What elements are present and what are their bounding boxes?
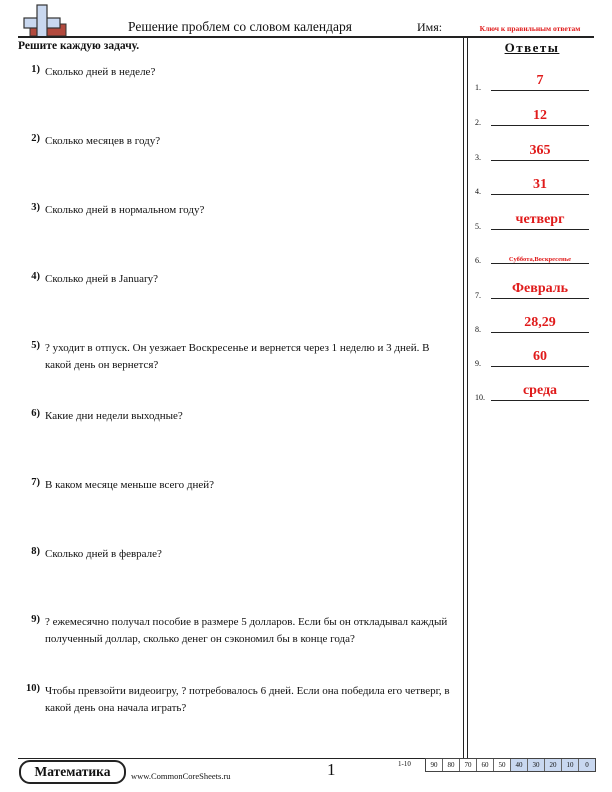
answer-line bbox=[491, 160, 589, 161]
question-number: 10) bbox=[26, 683, 40, 694]
answer-item bbox=[475, 314, 591, 334]
answer-value: Февраль bbox=[512, 281, 568, 296]
question-number: 7) bbox=[31, 477, 40, 488]
answer-item bbox=[475, 142, 591, 162]
question-text: ? ежемесячно получал пособие в размере 5 долларов. Если бы он откладывал каждый полученный доллар, сколько денег он сэкономил бы в конце года? bbox=[45, 616, 448, 645]
question-number: 6) bbox=[31, 408, 40, 419]
question-text: Сколько дней в January? bbox=[45, 273, 159, 285]
column-divider bbox=[463, 37, 464, 758]
score-cell: 50 bbox=[494, 759, 511, 771]
question-text: Сколько дней в феврале? bbox=[45, 548, 162, 560]
answer-number: 7. bbox=[475, 291, 481, 300]
answer-value: 12 bbox=[533, 108, 547, 123]
question-text: В каком месяце меньше всего дней? bbox=[45, 479, 215, 491]
answer-line bbox=[491, 332, 589, 333]
answer-item bbox=[475, 107, 591, 127]
score-cell: 10 bbox=[562, 759, 579, 771]
answer-value: 7 bbox=[536, 73, 544, 88]
answer-line bbox=[491, 366, 589, 367]
score-cell: 30 bbox=[528, 759, 545, 771]
answer-key-label: Ключ к правильным ответам bbox=[479, 24, 581, 33]
answer-value: 28,29 bbox=[524, 315, 556, 330]
score-cell: 90 bbox=[426, 759, 443, 771]
column-divider bbox=[467, 37, 468, 758]
question-number: 9) bbox=[31, 614, 40, 625]
answer-item bbox=[475, 348, 591, 368]
answer-item bbox=[475, 245, 591, 265]
question-number: 8) bbox=[31, 546, 40, 557]
page-number: 1 bbox=[327, 760, 336, 779]
answer-item bbox=[475, 211, 591, 231]
answer-value: 365 bbox=[529, 143, 551, 158]
site-url: www.CommonCoreSheets.ru bbox=[131, 771, 231, 781]
name-label: Имя: bbox=[417, 20, 443, 34]
question-number: 1) bbox=[31, 64, 40, 75]
score-cell: 60 bbox=[477, 759, 494, 771]
answer-number: 4. bbox=[475, 187, 481, 196]
question-text: Сколько дней в неделе? bbox=[45, 66, 156, 78]
answer-item bbox=[475, 72, 591, 92]
brand-badge: Математика bbox=[19, 760, 126, 784]
answer-number: 2. bbox=[475, 118, 481, 127]
question-number: 4) bbox=[31, 271, 40, 282]
page-title: Решение проблем со словом календаря bbox=[128, 19, 352, 34]
answer-number: 8. bbox=[475, 325, 481, 334]
answer-value: среда bbox=[522, 383, 558, 398]
question-text: Чтобы превзойти видеоигру, ? потребовалось 6 дней. Если она победила его четверг, в какой день она начала играть? bbox=[45, 685, 450, 714]
answer-item bbox=[475, 280, 591, 300]
answer-number: 9. bbox=[475, 359, 481, 368]
answer-item bbox=[475, 176, 591, 196]
question-text: Какие дни недели выходные? bbox=[45, 410, 183, 422]
answer-line bbox=[491, 194, 589, 195]
answer-line bbox=[491, 400, 589, 401]
question-text: Сколько месяцев в году? bbox=[45, 135, 161, 147]
answer-line bbox=[491, 263, 589, 264]
question-number: 3) bbox=[31, 202, 40, 213]
answer-value: четверг bbox=[515, 212, 565, 227]
answer-line bbox=[491, 90, 589, 91]
instructions: Решите каждую задачу. bbox=[18, 40, 140, 52]
score-cell: 80 bbox=[443, 759, 460, 771]
answer-number: 6. bbox=[475, 256, 481, 265]
score-cell: 20 bbox=[545, 759, 562, 771]
score-range-label: 1-10 bbox=[398, 760, 411, 768]
answer-value: 60 bbox=[533, 349, 547, 364]
answer-line bbox=[491, 125, 589, 126]
question-text: ? уходит в отпуск. Он уезжает Воскресенье и вернется через 1 неделю и 3 дней. В какой день он вернется? bbox=[45, 342, 430, 371]
answer-line bbox=[491, 298, 589, 299]
header-divider bbox=[18, 36, 594, 38]
answer-value: Суббота,Воскресенье bbox=[508, 256, 572, 263]
answers-heading: Ответы bbox=[504, 40, 560, 55]
answer-number: 10. bbox=[475, 393, 485, 402]
answer-number: 1. bbox=[475, 83, 481, 92]
answer-number: 5. bbox=[475, 222, 481, 231]
answer-line bbox=[491, 229, 589, 230]
answer-value: 31 bbox=[533, 177, 547, 192]
score-table bbox=[425, 758, 596, 772]
score-cell: 70 bbox=[460, 759, 477, 771]
answer-number: 3. bbox=[475, 153, 481, 162]
answer-item bbox=[475, 382, 591, 402]
score-cell: 0 bbox=[579, 759, 595, 771]
question-number: 5) bbox=[31, 340, 40, 351]
question-number: 2) bbox=[31, 133, 40, 144]
question-text: Сколько дней в нормальном году? bbox=[45, 204, 205, 216]
plus-logo-icon bbox=[18, 4, 70, 38]
score-cell: 40 bbox=[511, 759, 528, 771]
